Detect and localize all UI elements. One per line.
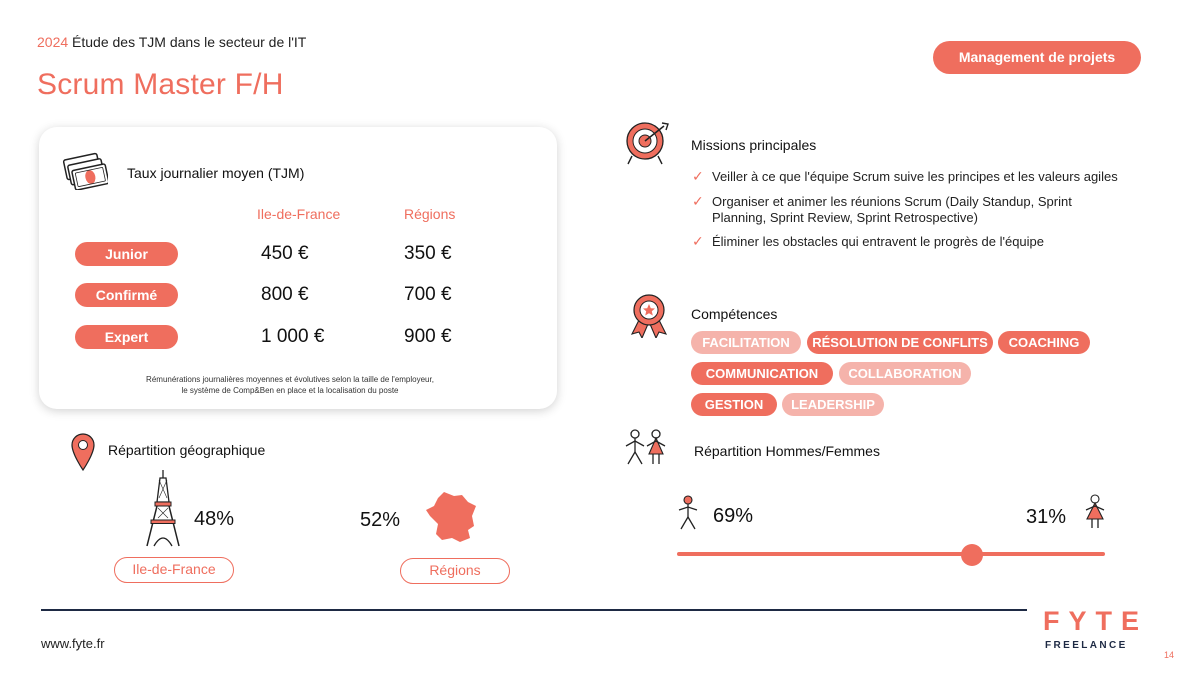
study-title: Étude des TJM dans le secteur de l'IT [72,34,307,50]
man-icon [676,495,700,536]
tjm-note [120,374,460,396]
mission-item-1: Veiller à ce que l'équipe Scrum suive les principes et les valeurs agiles [712,169,1118,184]
study-year: 2024 [37,34,69,50]
skills-title: Compétences [691,306,778,322]
missions-title: Missions principales [691,137,817,153]
target-icon [624,120,670,171]
check-icon: ✓ [692,233,704,249]
column-regions: Régions [404,206,456,222]
skill-tag: LEADERSHIP [782,393,884,416]
logo-fyte: FYTE [1043,606,1149,636]
skill-tag: COACHING [998,331,1090,354]
level-junior: Junior [75,242,178,266]
document-subtitle [37,34,306,50]
footer-divider [41,609,1027,611]
check-icon: ✓ [692,168,704,184]
woman-icon [1083,494,1107,535]
level-expert: Expert [75,325,178,349]
skill-tag: GESTION [691,393,777,416]
gender-title: Répartition Hommes/Femmes [694,443,880,459]
geo-idf-percent: 48% [194,508,235,530]
price-junior-regions: 350 € [404,243,452,264]
tjm-note-line1: Rémunérations journalières moyennes et évolutives selon la taille de l'employeur, [146,375,434,384]
france-map-icon [424,490,480,549]
column-ile-de-france: Ile-de-France [257,206,341,222]
website-link[interactable]: www.fyte.fr [41,636,105,651]
location-pin-icon [70,432,96,477]
page-title: Scrum Master F/H [37,68,284,101]
skill-tag: FACILITATION [691,331,801,354]
price-confirme-regions: 700 € [404,284,452,305]
money-icon [62,152,108,195]
category-badge[interactable]: Management de projets [933,41,1141,74]
gender-ratio-marker [961,544,983,566]
price-junior-idf: 450 € [261,243,309,264]
eiffel-tower-icon [143,468,183,553]
geo-idf-label: Ile-de-France [114,557,234,583]
geo-regions-percent: 52% [360,509,401,531]
mission-item-3: Éliminer les obstacles qui entravent le progrès de l'équipe [712,234,1045,249]
women-percent: 31% [1026,506,1067,528]
price-expert-regions: 900 € [404,326,452,347]
award-ribbon-icon [628,292,670,343]
gender-ratio-bar [677,552,1105,556]
page-number: 14 [1164,650,1175,660]
couple-icon [622,428,670,473]
geo-title: Répartition géographique [108,442,266,458]
price-confirme-idf: 800 € [261,284,309,305]
price-expert-idf: 1 000 € [261,326,325,347]
skill-tag: RÉSOLUTION DE CONFLITS [807,331,993,354]
skill-tag: COMMUNICATION [691,362,833,385]
skill-tag: COLLABORATION [839,362,971,385]
geo-regions-label: Régions [400,558,510,584]
level-confirme: Confirmé [75,283,178,307]
mission-item-2: Organiser et animer les réunions Scrum (Daily Standup, Sprint Planning, Sprint Review, Sprint Retrospective) [712,194,1072,225]
men-percent: 69% [713,505,754,527]
check-icon: ✓ [692,193,704,209]
tjm-note-line2: le système de Comp&Ben en place et la localisation du poste [181,386,399,395]
logo-freelance: FREELANCE [1045,640,1128,651]
tjm-title: Taux journalier moyen (TJM) [127,165,305,181]
